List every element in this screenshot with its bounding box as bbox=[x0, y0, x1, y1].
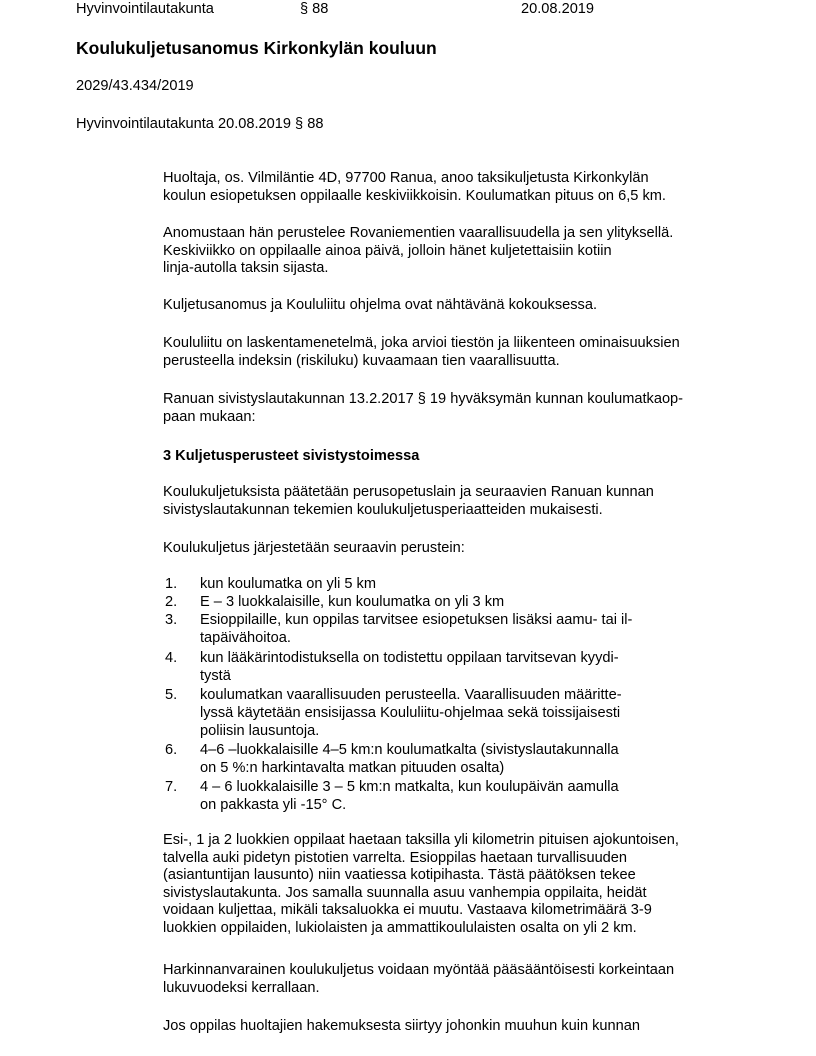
paragraph-justification: Anomustaan hän perustelee Rovaniementien vaarallisuudella ja sen ylityksellä. Keskiviikko on oppilaalle ainoa päivä, jolloin hänet kuljetettaisiin kotiin linja-autolla taksin sijasta. bbox=[163, 225, 674, 276]
paragraph-transfer: Jos oppilas huoltajien hakemuksesta siirtyy johonkin muuhun kuin kunnan bbox=[163, 1018, 641, 1034]
paragraph-guide-reference: Ranuan sivistyslautakunnan 13.2.2017 § 19 hyväksymän kunnan koulumatkaop- paan mukaan: bbox=[163, 391, 684, 425]
paragraph-discretionary: Harkinnanvarainen koulukuljetus voidaan myöntää pääsääntöisesti korkeintaan lukuvuodeksi kerrallaan. bbox=[163, 962, 675, 996]
header-committee: Hyvinvointilautakunta bbox=[76, 1, 214, 17]
paragraph-documents: Kuljetusanomus ja Koululiitu ohjelma ovat nähtävänä kokouksessa. bbox=[163, 297, 598, 313]
document-title: Koulukuljetusanomus Kirkonkylän kouluun bbox=[76, 38, 437, 58]
paragraph-application: Huoltaja, os. Vilmiläntie 4D, 97700 Ranua, anoo taksikuljetusta Kirkonkylän koulun esiopetuksen oppilaalle keskiviikkoisin. Koulumatkan pituus on 6,5 km. bbox=[163, 170, 666, 204]
subheading: 3 Kuljetusperusteet sivistystoimessa bbox=[163, 448, 420, 464]
paragraph-list-intro: Koulukuljetus järjestetään seuraavin perustein: bbox=[163, 540, 465, 556]
meeting-reference: Hyvinvointilautakunta 20.08.2019 § 88 bbox=[76, 116, 324, 132]
header-date: 20.08.2019 bbox=[521, 1, 595, 17]
paragraph-koululiitu: Koululiitu on laskentamenetelmä, joka arvioi tiestön ja liikenteen ominaisuuksien perusteella indeksin (riskiluku) kuvaamaan tien vaarallisuutta. bbox=[163, 335, 680, 369]
header-section: § 88 bbox=[300, 1, 329, 17]
paragraph-decisions: Koulukuljetuksista päätetään perusopetuslain ja seuraavien Ranuan kunnan sivistyslautakunnan tekemien koulukuljetusperiaatteiden mukaisesti. bbox=[163, 484, 654, 518]
reference-number: 2029/43.434/2019 bbox=[76, 78, 194, 94]
paragraph-pickup-rules: Esi-, 1 ja 2 luokkien oppilaat haetaan taksilla yli kilometrin pituisen ajokuntoisen, talvella auki pidetyn pistotien varrelta. Esioppilas haetaan turvallisuuden (asiantuntijan lausunto) niin vaatiessa kotipihasta. Tästä päätöksen tekee sivistyslautakunta. Jos samalla suunnalla asuu vanhempia oppilaita, heidät voidaan kuljettaa, mikäli taksaluokka ei muutu. Vastaava kilometrimäärä 3-9 luokkien oppilaiden, lukiolaisten ja ammattikoululaisten osalta on yli 2 km. bbox=[163, 832, 679, 936]
